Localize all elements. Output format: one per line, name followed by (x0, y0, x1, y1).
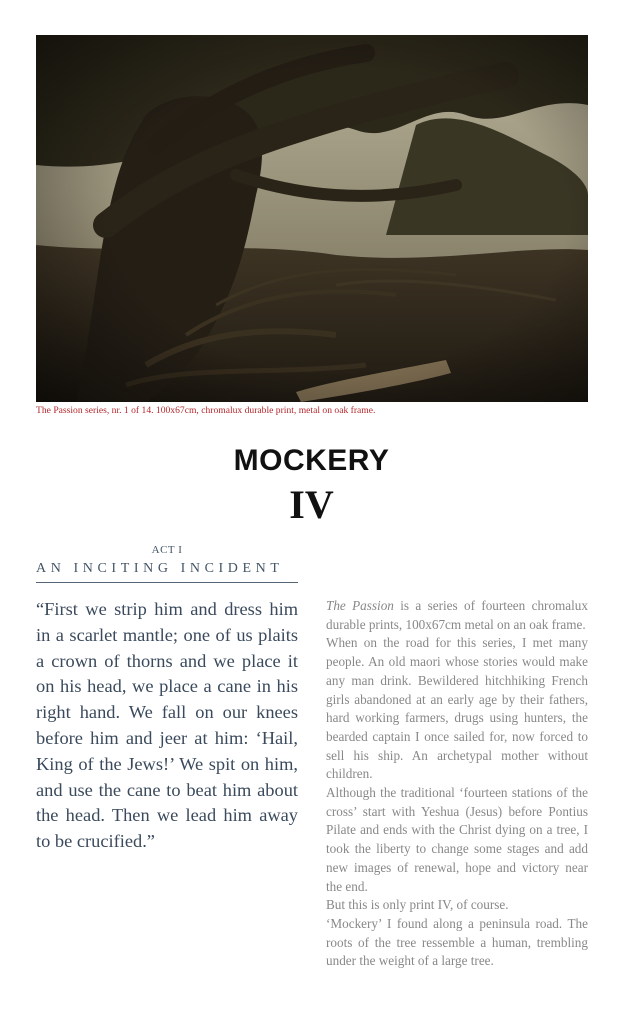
photo-caption: The Passion series, nr. 1 of 14. 100x67cm, chromalux durable print, metal on oak frame. (36, 405, 376, 416)
paragraph-print: But this is only print IV, of course. (326, 897, 509, 913)
artwork-photo (36, 35, 588, 402)
tree-photograph (36, 35, 588, 402)
paragraph-mockery: ‘Mockery’ I found along a peninsula road. The roots of the tree ressemble a human, trembling under the weight of a large tree. (326, 915, 588, 969)
paragraph-stations: Although the traditional ‘fourteen stations of the cross’ start with Yeshua (Jesus) before Pontius Pilate and ends with the Christ dying on a tree, I took the liberty to change some stages and add new images of renewal, hope and victory near the end. (326, 785, 588, 894)
page-title: MOCKERY (233, 444, 390, 477)
paragraph-people: When on the road for this series, I met many people. An old maori whose stories would make any man drink. Bewildered hitchhiking French girls abandoned at an early age by their fathers, hard working farmers, drugs using hunters, the bearded captain I once sailed for, now forced to sell his ship. An archetypal mother without children. (326, 635, 588, 782)
act-title: AN INCITING INCIDENT (36, 561, 284, 576)
act-divider (36, 582, 298, 583)
print-numeral: IV (289, 482, 334, 527)
scripture-quote: “First we strip him and dress him in a scarlet mantle; one of us plaits a crown of thorns and we place it on his head, we place a cane in his right hand. We fall on our knees before him and jeer at him: ‘Hail, King of the Jews!’ We spit on him, and use the cane to beat him about the head. Then we lead him away to be crucified.” (36, 599, 298, 852)
series-name: The Passion (326, 598, 394, 613)
intro-rest: is a series of fourteen chromalux durable prints, 100x67cm metal on an oak frame. (326, 598, 588, 632)
intro-paragraph (326, 597, 588, 634)
act-label: ACT I (151, 544, 183, 556)
description-text (326, 597, 588, 971)
